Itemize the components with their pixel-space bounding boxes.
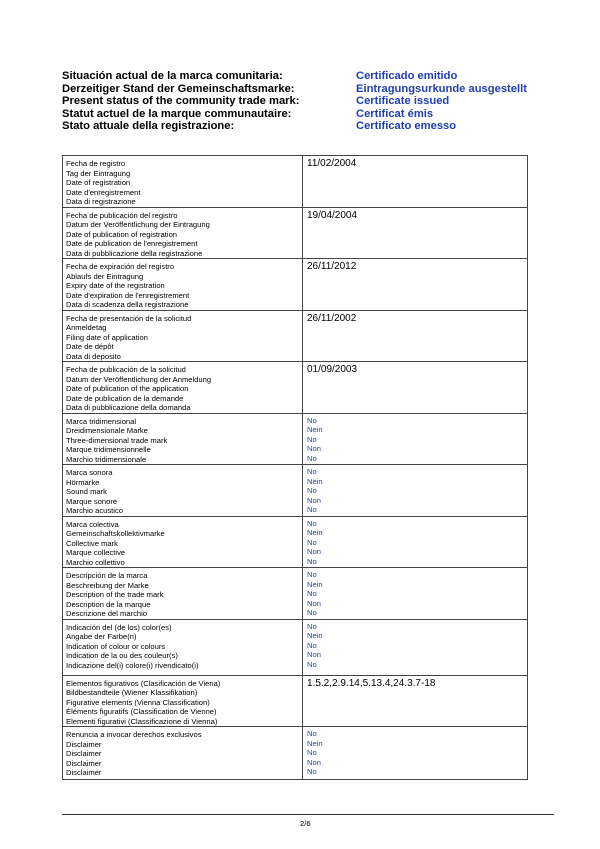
- field-value: 26/11/2002: [307, 312, 357, 324]
- field-value: Non: [307, 650, 321, 659]
- field-value: Nein: [307, 738, 323, 748]
- header-row: [62, 120, 562, 133]
- field-value: No: [307, 415, 317, 425]
- field-value-cell: [303, 310, 528, 362]
- field-label: Description of the trade mark: [66, 590, 164, 599]
- status-label: Situación actual de la marca comunitaria:: [62, 70, 283, 82]
- table-row: [63, 568, 528, 620]
- field-label: Datum der Veröffentlichung der Eintragung: [66, 220, 210, 229]
- table-row: [63, 310, 528, 362]
- field-label: Marque tridimensionnelle: [66, 445, 151, 454]
- field-value: Nein: [307, 528, 323, 537]
- field-value: Nein: [307, 579, 323, 589]
- field-value: 19/04/2004: [307, 209, 358, 221]
- field-value: No: [307, 537, 317, 547]
- field-value: No: [307, 505, 317, 514]
- field-labels-cell: [63, 465, 303, 517]
- field-label: Bildbestandteile (Wiener Klassifikation): [66, 688, 198, 697]
- field-label: Collective mark: [66, 538, 118, 548]
- status-label: Derzeitiger Stand der Gemeinschaftsmarke:: [62, 82, 295, 95]
- field-labels-cell: [63, 568, 303, 620]
- field-label: Gemeinschaftskollektivmarke: [66, 529, 165, 538]
- table-row: [63, 516, 528, 568]
- field-value-cell: [303, 259, 528, 311]
- field-value-cell: [303, 465, 528, 517]
- field-value: No: [307, 467, 317, 476]
- field-value: 26/11/2012: [307, 261, 357, 272]
- field-label: Renuncia a invocar derechos exclusivos: [66, 730, 202, 739]
- field-label: Disclaimer: [66, 739, 102, 749]
- page-number: 2/6: [300, 819, 311, 828]
- field-value: Non: [307, 598, 321, 608]
- field-label: Sound mark: [66, 487, 107, 496]
- field-value-cell: [303, 516, 528, 568]
- status-value: Certificado emitido: [356, 70, 458, 82]
- field-label: Data di pubblicazione della registrazione: [66, 248, 203, 258]
- field-label: Marca sonora: [66, 468, 113, 477]
- field-value: Nein: [307, 631, 323, 640]
- field-label: Data di scadenza della registrazione: [66, 300, 189, 309]
- field-label: Fecha de registro: [66, 159, 126, 168]
- table-row: [63, 259, 528, 311]
- field-label: Data di pubblicazione della domanda: [66, 403, 191, 412]
- field-label: Figurative elements (Vienna Classification): [66, 697, 210, 707]
- field-labels-cell: [63, 362, 303, 414]
- field-value: 1.5.2,2.9.14,5.13.4,24.3.7-18: [307, 677, 436, 689]
- field-labels-cell: [63, 413, 303, 465]
- field-label: Fecha de expiración del registro: [66, 262, 175, 271]
- field-value: 01/09/2003: [307, 364, 358, 375]
- table-row: [63, 413, 528, 465]
- status-label: Statut actuel de la marque communautaire:: [62, 107, 292, 120]
- field-value: Non: [307, 547, 321, 556]
- field-value: No: [307, 434, 317, 444]
- field-label: Indication de la ou des couleur(s): [66, 651, 178, 660]
- field-value: No: [307, 570, 317, 579]
- field-label: Elementos figurativos (Clasificación de Viena): [66, 678, 221, 688]
- field-label: Date d'expiration de l'enregistrement: [66, 290, 190, 300]
- field-label: Indicación del (de los) color(es): [66, 622, 172, 632]
- field-label: Elementi figurativi (Classificazione di Vienna): [66, 716, 218, 726]
- field-value: No: [307, 453, 317, 463]
- field-value: No: [307, 556, 317, 566]
- field-value: Non: [307, 495, 321, 505]
- field-label: Descripción de la marca: [66, 571, 148, 580]
- field-label: Fecha de publicación de la solicitud: [66, 365, 186, 374]
- field-label: Data di deposito: [66, 351, 121, 361]
- header-row: [62, 95, 562, 108]
- status-value: Certificato emesso: [356, 120, 457, 132]
- header-row: [62, 108, 562, 121]
- field-label: Éléments figuratifs (Classification de Vienne): [66, 707, 217, 716]
- field-labels-cell: [63, 727, 303, 780]
- header-row: [62, 70, 562, 83]
- field-label: Fecha de presentación de la solicitud: [66, 313, 192, 323]
- field-labels-cell: [63, 516, 303, 568]
- status-value: Eintragungsurkunde ausgestellt: [356, 82, 527, 95]
- field-label: Disclaimer: [66, 768, 102, 777]
- status-value: Certificat émis: [356, 107, 434, 120]
- table-row: [63, 156, 528, 208]
- field-labels-cell: [63, 207, 303, 259]
- field-label: Indication of colour or colours: [66, 641, 166, 651]
- field-value: 11/02/2004: [307, 158, 357, 169]
- registration-table-body: [63, 156, 528, 780]
- field-label: Descrizione del marchio: [66, 609, 148, 618]
- field-labels-cell: [63, 675, 303, 727]
- field-value: Nein: [307, 425, 323, 434]
- field-label: Ablaufs der Eintragung: [66, 271, 144, 281]
- footer-divider: [62, 814, 554, 815]
- field-value-cell: [303, 156, 528, 208]
- field-label: Expiry date of the registration: [66, 281, 165, 290]
- table-row: [63, 465, 528, 517]
- field-value-cell: [303, 727, 528, 780]
- field-label: Hörmarke: [66, 477, 100, 487]
- field-label: Fecha de publicación del registro: [66, 210, 178, 220]
- field-value: No: [307, 659, 317, 669]
- field-label: Datum der Veröffentlichung der Anmeldung: [66, 374, 212, 384]
- field-label: Date of publication of the application: [66, 384, 189, 393]
- field-labels-cell: [63, 156, 303, 208]
- field-value: Nein: [307, 476, 323, 486]
- field-label: Tag der Eintragung: [66, 168, 131, 178]
- field-value-cell: [303, 413, 528, 465]
- field-labels-cell: [63, 619, 303, 675]
- field-value: No: [307, 486, 317, 495]
- status-label: Stato attuale della registrazione:: [62, 120, 235, 132]
- field-value: No: [307, 608, 317, 617]
- field-value: No: [307, 640, 317, 650]
- field-label: Date de publication de l'enregistrement: [66, 239, 198, 248]
- field-label: Disclaimer: [66, 749, 102, 758]
- field-labels-cell: [63, 259, 303, 311]
- field-value: No: [307, 767, 317, 776]
- field-label: Date de publication de la demande: [66, 393, 184, 403]
- field-label: Date de dépôt: [66, 342, 114, 351]
- field-label: Indicazione del(i) colore(i) rivendicato(i): [66, 660, 199, 670]
- field-value: No: [307, 729, 317, 738]
- status-value: Certificate issued: [356, 95, 450, 107]
- document-header: [62, 70, 562, 133]
- field-label: Marca tridimensional: [66, 416, 137, 426]
- field-value-cell: [303, 207, 528, 259]
- field-label: Marchio collettivo: [66, 557, 125, 567]
- field-label: Angabe der Farbe(n): [66, 632, 137, 641]
- field-label: Dreidimensionale Marke: [66, 426, 148, 435]
- field-value: No: [307, 518, 317, 528]
- field-label: Three-dimensional trade mark: [66, 435, 168, 445]
- field-value: No: [307, 748, 317, 757]
- field-value-cell: [303, 619, 528, 675]
- field-label: Beschreibung der Marke: [66, 580, 149, 590]
- field-label: Date d'enregistrement: [66, 187, 141, 197]
- field-value: Non: [307, 444, 321, 453]
- field-value-cell: [303, 362, 528, 414]
- field-value-cell: [303, 675, 528, 727]
- header-row: [62, 83, 562, 96]
- registration-table: [62, 155, 528, 780]
- field-labels-cell: [63, 310, 303, 362]
- field-label: Data di registrazione: [66, 197, 136, 206]
- table-row: [63, 207, 528, 259]
- field-label: Anmeldetag: [66, 323, 107, 332]
- field-value: No: [307, 621, 317, 631]
- field-label: Date of registration: [66, 178, 131, 187]
- field-label: Disclaimer: [66, 758, 102, 768]
- field-label: Marchio tridimensionale: [66, 454, 147, 464]
- field-value: Non: [307, 757, 321, 767]
- field-label: Marchio acustico: [66, 506, 123, 515]
- field-label: Filing date of application: [66, 332, 148, 342]
- field-label: Marque sonore: [66, 496, 118, 506]
- table-row: [63, 619, 528, 675]
- table-row: [63, 362, 528, 414]
- field-value: No: [307, 589, 317, 598]
- field-label: Marque collective: [66, 548, 126, 557]
- field-label: Description de la marque: [66, 599, 151, 609]
- field-value-cell: [303, 568, 528, 620]
- table-row: [63, 727, 528, 780]
- table-row: [63, 675, 528, 727]
- field-label: Date of publication of registration: [66, 229, 178, 239]
- status-label: Present status of the community trade mark:: [62, 95, 300, 107]
- field-label: Marca colectiva: [66, 519, 119, 529]
